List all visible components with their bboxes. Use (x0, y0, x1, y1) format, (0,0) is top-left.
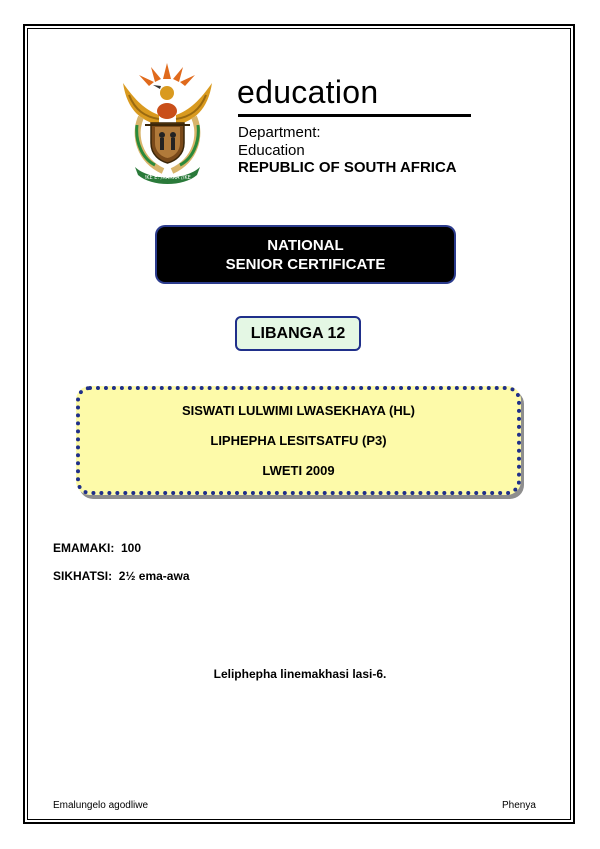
svg-text:!KE E: /XARRA //KE: !KE E: /XARRA //KE (144, 175, 191, 181)
grade-badge: LIBANGA 12 (235, 316, 361, 351)
subject-title: SISWATI LULWIMI LWASEKHAYA (HL) (181, 403, 416, 418)
paper-info-box (76, 386, 521, 495)
paper-title: LIPHEPHA LESITSATFU (P3) (210, 433, 387, 448)
certificate-title-box (157, 227, 454, 282)
certificate-title-line1: NATIONAL (267, 236, 344, 254)
department-name: Education (238, 142, 305, 159)
wordmark-underline (238, 114, 471, 117)
total-marks: EMAMAKI: 100 (53, 541, 142, 555)
exam-duration: SIKHATSI: 2½ ema-awa (53, 569, 190, 583)
education-wordmark: education (237, 74, 379, 110)
exam-session: LWETI 2009 (262, 463, 335, 478)
country-name: REPUBLIC OF SOUTH AFRICA (238, 159, 457, 176)
turn-over-note: Phenya (502, 800, 536, 811)
copyright-notice: Emalungelo agodliwe (53, 800, 149, 811)
coat-of-arms-logo (115, 55, 220, 185)
department-label: Department: (238, 124, 321, 141)
page-count-note: Leliphepha linemakhasi lasi-6. (213, 667, 387, 681)
certificate-title-line2: SENIOR CERTIFICATE (225, 255, 386, 273)
